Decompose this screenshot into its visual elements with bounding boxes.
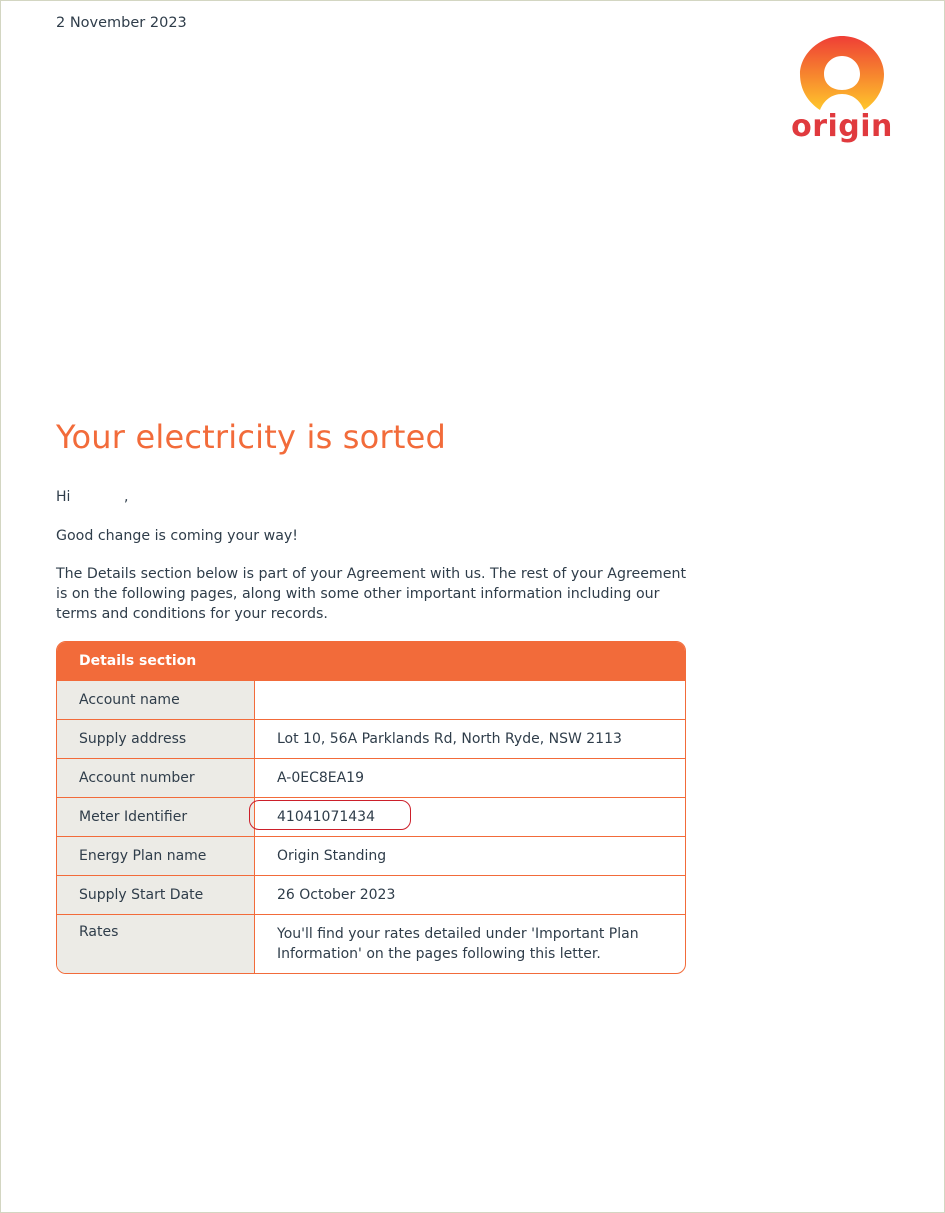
details-section-header: Details section: [57, 642, 685, 680]
table-row-rates: [57, 914, 685, 973]
greeting-comma: ,: [124, 489, 129, 505]
row-value: Origin Standing: [277, 848, 387, 864]
agreement-paragraph: The Details section below is part of your Agreement with us. The rest of your Agreement is on the following pages, along with some other important information including our terms and conditions for your records.: [56, 566, 687, 622]
details-section-table: [56, 641, 686, 974]
table-row-account-number: [57, 758, 685, 797]
row-label: Energy Plan name: [57, 837, 255, 875]
origin-wordmark: origin: [791, 109, 893, 144]
row-label: Supply address: [57, 720, 255, 758]
row-label: Meter Identifier: [57, 798, 255, 836]
table-row-supply-address: [57, 719, 685, 758]
origin-ring-icon: [788, 34, 896, 114]
row-value: You'll find your rates detailed under 'Important Plan Information' on the pages following this letter.: [277, 926, 639, 962]
meter-identifier-value: 41041071434: [277, 809, 375, 825]
meter-highlight-ring: [249, 800, 411, 830]
greeting-hi: Hi: [56, 489, 71, 505]
page-title: Your electricity is sorted: [56, 418, 446, 456]
row-label: Account number: [57, 759, 255, 797]
greeting: [56, 489, 129, 505]
row-value-cell: [255, 798, 685, 836]
row-value: A-0EC8EA19: [277, 770, 364, 786]
origin-logo: [788, 34, 896, 162]
row-value: Lot 10, 56A Parklands Rd, North Ryde, NSW 2113: [277, 731, 622, 747]
row-label: Rates: [57, 915, 255, 973]
letter-date: 2 November 2023: [56, 15, 187, 31]
row-value: 26 October 2023: [277, 887, 396, 903]
intro-paragraph: Good change is coming your way!: [56, 528, 298, 544]
table-row-supply-start-date: [57, 875, 685, 914]
table-row-account-name: [57, 680, 685, 719]
row-value: [255, 681, 685, 719]
row-label: Account name: [57, 681, 255, 719]
table-row-meter-identifier: [57, 797, 685, 836]
table-row-energy-plan: [57, 836, 685, 875]
row-label: Supply Start Date: [57, 876, 255, 914]
